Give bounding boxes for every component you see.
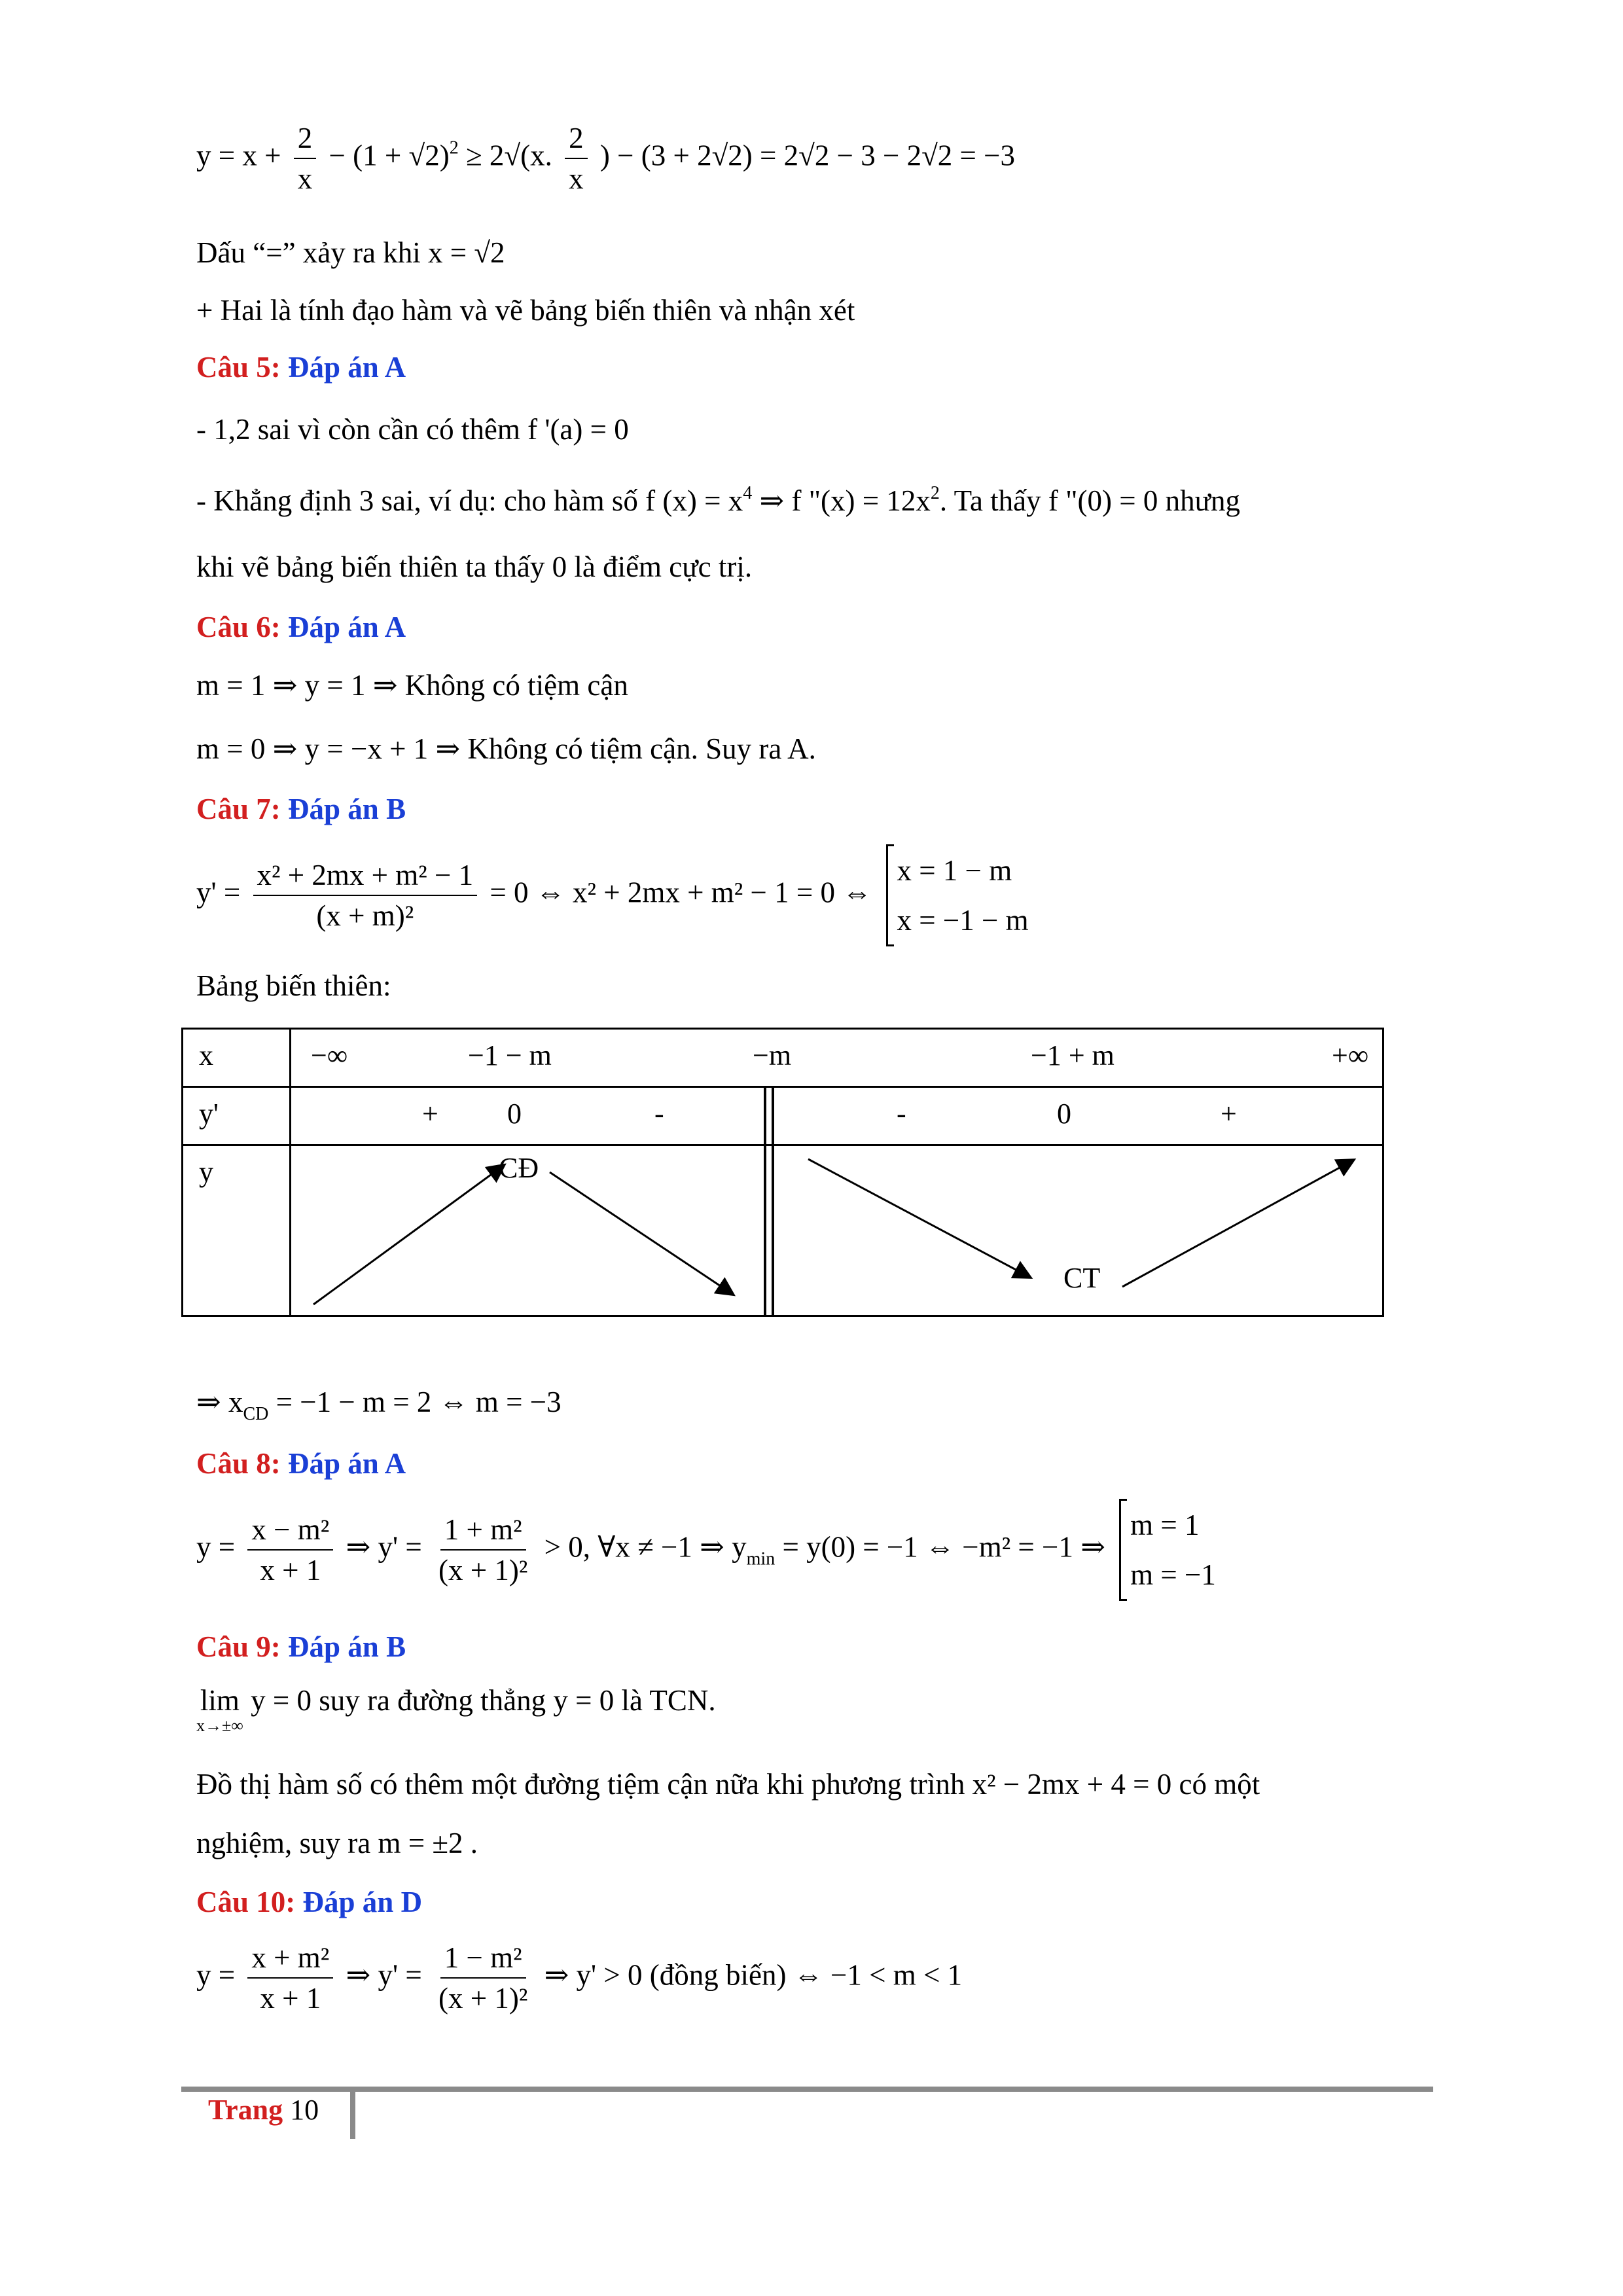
max-label: CĐ [499,1152,539,1184]
sign-value: + [422,1098,438,1130]
question-7-heading: Câu 7: Đáp án B [196,793,406,825]
q9-line-1: lim x→±∞ y = 0 suy ra đường thẳng y = 0 là TCN. [196,1684,716,1735]
x-value: −∞ [311,1039,348,1071]
increasing-arrow [313,1166,503,1304]
eq-mid: ≥ 2√(x. [465,139,552,172]
sign-value: - [654,1098,664,1130]
variation-table [181,1028,1384,1317]
fraction: $\frac{\text{1 − m²}}{\text{(x + 1)²}}$ [438,1941,528,2015]
q6-line-2: m = 0 ⇒ y = −x + 1 ⇒ Không có tiệm cận. Suy ra A. [196,732,816,765]
q8-equation: y = $\frac{\text{x − m²}}{x + 1}$ ⇒ y' = $\frac{\text{1 + m²}}{\text{(x + 1)²}}$ > 0, ∀x ≠ −1 ⇒ $y_{min} = y(0) = -1$ ⇔ −m² = −1 ⇒ m = 1 m = −1 [196,1499,1216,1601]
q5-line-2: - Khẳng định 3 sai, ví dụ: cho hàm số f $(x) = x^4$ ⇒ f "$(x) = 12x^2$. Ta thấy f "(0) = 0 nhưng [196,483,1240,517]
min-label: CT [1063,1262,1101,1294]
row-label-y: y [183,1145,291,1316]
equality-condition: Dấu “=” xảy ra khi x = √2 [196,236,505,269]
row-label-yprime: y' [183,1087,291,1145]
q7-conclusion: ⇒ $x_{CD} = -1 - m = 2$ ⇔ m = −3 [196,1386,562,1424]
sign-value: 0 [507,1098,522,1130]
question-5-heading: Câu 5: Đáp án A [196,351,406,384]
eq-rhs: ) − (3 + 2√2) = 2√2 − 3 − 2√2 = −3 [599,139,1016,172]
increasing-arrow [1122,1160,1353,1287]
fraction: $\frac{2}{x}$ [294,121,317,196]
eq-mid: − (1 + √2) [329,139,450,172]
question-10-heading: Câu 10: Đáp án D [196,1886,423,1918]
q10-equation: y = $\frac{\text{x + m²}}{x + 1}$ ⇒ y' = $\frac{\text{1 − m²}}{\text{(x + 1)²}}$ ⇒ y' > 0 (đồng biến) ⇔ −1 < m < 1 [196,1941,963,2015]
solution-system: x = 1 − m x = −1 − m [886,844,1029,946]
row-label-x: x [183,1029,291,1087]
page-number: 10 [290,2094,319,2126]
limit: lim x→±∞ [196,1684,243,1735]
question-9-heading: Câu 9: Đáp án B [196,1630,406,1663]
table-title: Bảng biến thiên: [196,969,391,1002]
sign-value: + [1221,1098,1237,1130]
page-footer: Trang 10 [208,2094,319,2126]
undefined-bar [764,1088,766,1144]
eq-lhs: y = x + [196,139,281,172]
fraction: $\frac{2}{x}$ [565,121,588,196]
sign-value: 0 [1057,1098,1071,1130]
question-8-heading: Câu 8: Đáp án A [196,1447,406,1480]
q5-line-3: khi vẽ bảng biến thiên ta thấy 0 là điểm cực trị. [196,550,753,583]
undefined-bar [772,1088,774,1144]
variation-arrows [291,1146,1404,1315]
decreasing-arrow [550,1172,732,1294]
method-two-note: + Hai là tính đạo hàm và vẽ bảng biến thiên và nhận xét [196,294,855,327]
sign-value: - [897,1098,906,1130]
q9-line-2: Đồ thị hàm số có thêm một đường tiệm cận nữa khi phương trình x² − 2mx + 4 = 0 có một [196,1768,1260,1801]
equation-amgm: y = x + $\frac{2}{x}$ − $(1 + √2)^2 \ge 2√(x$. $\frac{2}{x}$ ) − (3 + 2√2) = 2√2 − 3 − 2√2 = −3 [196,122,1016,195]
solution-system: m = 1 m = −1 [1119,1499,1216,1601]
footer-rule [181,2087,1433,2092]
x-value: −1 − m [468,1039,552,1071]
q7-derivative-equation: y' = $\frac{\text{x² + 2mx + m² − 1}}{\text{(x + m)²}}$ = 0 ⇔ x² + 2mx + m² − 1 = 0 ⇔ x = 1 − m x = −1 − m [196,844,1029,946]
fraction: $\frac{\text{1 + m²}}{\text{(x + 1)²}}$ [438,1513,528,1587]
fraction: $\frac{\text{x + m²}}{x + 1}$ [247,1941,333,2015]
fraction: $\frac{\text{x − m²}}{x + 1}$ [247,1513,333,1587]
q5-line-1: - 1,2 sai vì còn cần có thêm f '(a) = 0 [196,413,629,446]
decreasing-arrow [808,1159,1029,1277]
x-value: +∞ [1332,1039,1369,1071]
q6-line-1: m = 1 ⇒ y = 1 ⇒ Không có tiệm cận [196,669,628,702]
x-value: −1 + m [1031,1039,1115,1071]
question-6-heading: Câu 6: Đáp án A [196,611,406,643]
q9-line-3: nghiệm, suy ra m = ±2 . [196,1827,478,1859]
footer-divider [350,2087,355,2139]
x-value: −m [753,1039,792,1071]
fraction: $\frac{\text{x² + 2mx + m² − 1}}{\text{(x + m)²}}$ [253,858,478,933]
